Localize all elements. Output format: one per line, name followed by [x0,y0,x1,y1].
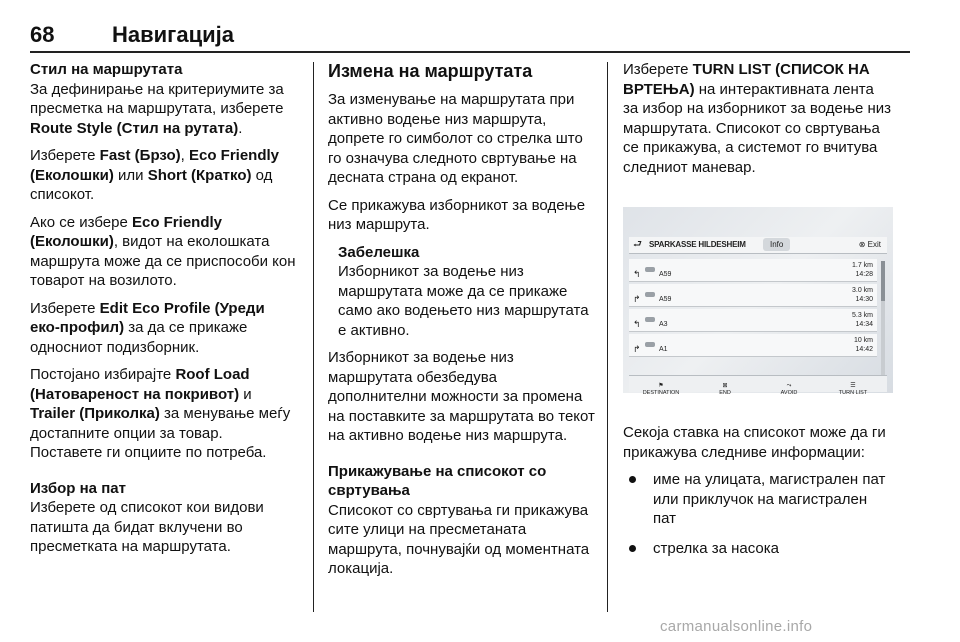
avoid-icon: ⤳ [786,383,792,389]
turn-arrow-icon: ↰ [633,269,641,279]
route-style-heading: Стил на маршрутата [30,61,183,78]
road-shield-icon [645,267,655,272]
column-divider [313,62,314,612]
turn-list-heading: Прикажување на списокот со свртувања [328,462,547,499]
load-paragraph [30,365,296,463]
distance: 10 km [853,337,873,344]
road-shield-icon [645,342,655,347]
text: и [239,385,252,403]
column-left [30,60,296,565]
page-title: Навигација [112,22,234,47]
text: Изберете [30,299,100,317]
text: на интерактивната лента за избор на изборникот за водење низ маршрутата. Списокот со свртувања се прикажува, а системот го вчитува следниот маневар. [623,80,892,176]
text: Постојано избирајте [30,366,176,383]
turn-arrow-icon: ↱ [633,294,641,304]
text: . [238,119,243,137]
fast-term: Fast (Брзо) [99,147,181,164]
path-selection-paragraph: Изберете од списокот кои видови патишта да бидат вклучени во пресметката на маршрутата. [30,499,264,555]
distance: 1.7 km [851,262,873,269]
destination-button[interactable]: DESTINATION [642,390,680,396]
end-icon: ⊠ [722,383,728,389]
route-change-paragraph: За изменување на маршрутата при активно водење низ маршрута, допрете го симболот со стрелка што го означува следното свртување на десната страна од екранот. [328,91,583,186]
destination-label: SPARKASSE HILDESHEIM [649,240,746,249]
column-divider [607,62,608,612]
navigation-screen-image [623,207,893,396]
turn-list [629,259,877,359]
turn-list-icon: ☰ [850,383,856,389]
end-button[interactable]: END [719,390,731,396]
path-selection-heading: Избор на пат [30,479,126,497]
eco-profile-paragraph [30,299,296,358]
list-item[interactable] [629,334,877,357]
note-block [338,243,596,341]
bullet-icon [629,545,636,552]
distance: 5.3 km [851,312,873,319]
eco-paragraph [30,213,296,291]
distance: 3.0 km [851,287,873,294]
destination-icon: ⚑ [658,383,664,389]
guidance-menu-paragraph: Се прикажува изборникот за водење низ маршрута. [328,196,586,233]
text: од списокот. [30,166,273,203]
road-name: A3 [659,321,668,328]
distance-time [852,261,873,279]
time: 14:42 [855,346,873,353]
text: за да се прикаже односниот подизборник. [30,319,248,356]
text: , видот на еколошката маршрута може да се приспособи кон товарот на возилото. [30,233,296,289]
road-name: A59 [659,296,672,303]
short-term: Short (Кратко) [147,166,252,184]
exit-button[interactable] [859,237,881,253]
text: , [180,147,189,164]
info-bullet-list [623,470,893,558]
trailer-term: Trailer (Приколка) [30,405,160,422]
note-title: Забелешка [338,243,420,261]
bullet-icon [629,476,636,483]
eco-term: Eco Friendly (Еколошки) [30,147,280,184]
time: 14:30 [855,296,873,303]
time: 14:28 [855,271,873,278]
nav-bottom-bar [629,375,887,396]
exit-label: Exit [867,240,881,249]
list-item[interactable] [629,309,877,332]
text: Изберете [623,61,693,78]
turn-arrow-icon: ↰ [633,319,641,329]
watermark: carmanualsonline.info [660,618,813,635]
roof-load-term: Roof Load (Натовареност на покривот) [30,366,250,403]
page-number: 68 [30,22,55,47]
turn-arrow-icon: ↱ [633,344,641,354]
list-item-info-paragraph: Секоја ставка на списокот може да ги прикажува следниве информации: [623,424,886,461]
road-shield-icon [645,292,655,297]
road-shield-icon [645,317,655,322]
route-change-heading: Измена на маршрутата [328,61,533,81]
text: за менување меѓу достапните опции за товар. Поставете ги опциите по потреба. [30,405,291,461]
guidance-options-paragraph: Изборникот за водење низ маршрутата обезбедува дополнителни можности за промена на поставките за маршрутата во текот на активно водење низ маршрута. [328,349,595,444]
text: или [113,166,148,184]
column-middle [328,60,596,587]
road-name: A1 [659,346,668,353]
exit-icon: ⊗ [858,240,868,249]
back-icon[interactable]: ⮐ [633,239,642,250]
scrollbar[interactable] [881,261,885,381]
list-item [623,470,893,529]
turn-list-select-paragraph [623,60,893,177]
eco-term: Eco Friendly (Еколошки) [30,213,222,250]
turn-list-paragraph: Списокот со свртувања ги прикажува сите улици на пресметаната маршрута, почнувајќи од моментната локација. [328,501,590,577]
list-item [623,539,893,559]
time: 14:34 [855,321,873,328]
bullet-text: стрелка за насока [653,539,779,557]
distance-time [852,286,873,304]
route-style-term: Route Style (Стил на рутата) [30,119,239,137]
note-text: Изборникот за водење низ маршрутата може да се прикаже само ако водењето низ маршрутата е активно. [338,263,589,339]
text: За дефинирање на критериумите за пресметка на маршрутата, изберете [30,80,284,117]
list-item[interactable] [629,284,877,307]
list-item[interactable] [629,259,877,282]
info-button[interactable]: Info [763,238,790,251]
route-options-paragraph [30,146,296,205]
page-header [30,14,910,54]
avoid-button[interactable]: AVOID [780,390,798,396]
road-name: A59 [659,271,672,278]
distance-time [852,311,873,329]
distance-time [854,336,873,354]
turn-list-term: TURN LIST (СПИСОК НА ВРТЕЊА) [623,61,870,98]
nav-top-bar [629,237,887,254]
column-right [623,60,893,568]
edit-eco-profile-term: Edit Eco Profile (Уреди еко-профил) [30,299,265,336]
route-style-paragraph [30,80,296,139]
text: Ако се избере [30,213,132,231]
text: Изберете [30,147,100,164]
header-rule [30,51,910,53]
turn-list-button[interactable]: TURN LIST [838,390,868,396]
bullet-text: име на улицата, магистрален пат или приклучок на магистрален пат [653,471,886,527]
